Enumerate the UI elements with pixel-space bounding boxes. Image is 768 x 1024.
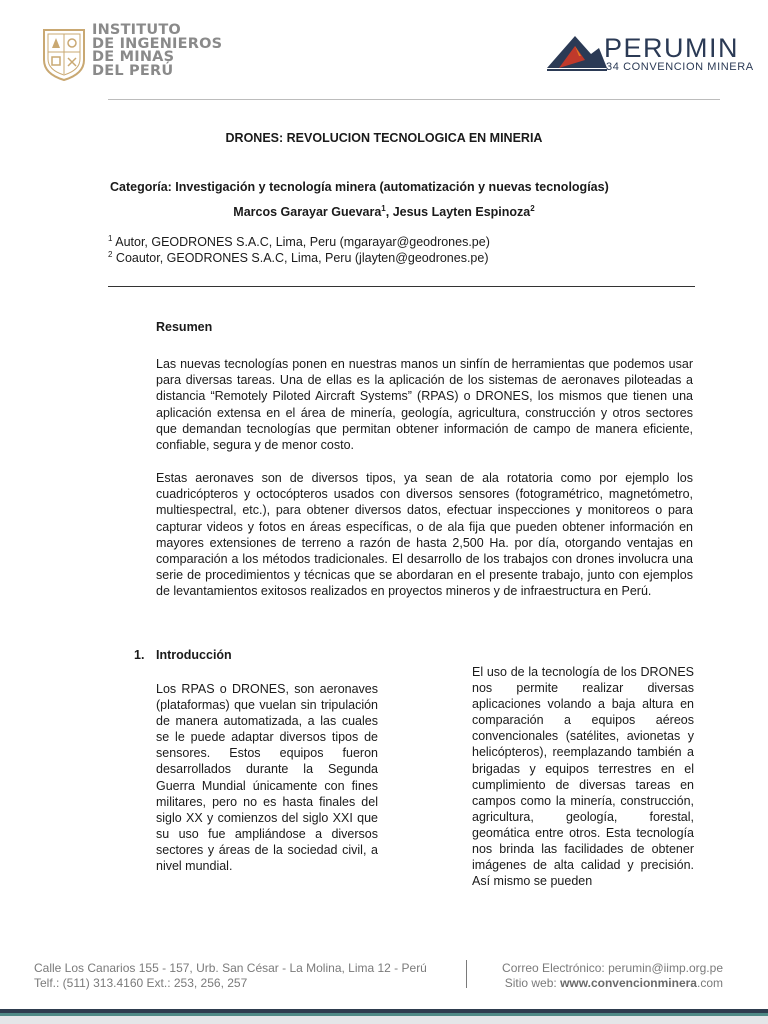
affiliation-2 (108, 251, 489, 265)
author-superscript: 1 (381, 203, 386, 213)
affiliation-superscript: 2 (108, 249, 113, 259)
website-link[interactable]: www.convencionminera (560, 975, 697, 990)
affiliation-text: Coautor, GEODRONES S.A.C, Lima, Peru (jlayten@geodrones.pe) (112, 251, 489, 265)
footer-contact (502, 961, 723, 990)
intro-right-column: El uso de la tecnología de los DRONES nos permite realizar diversas aplicaciones volando a baja altura en comparación a equipos aéreos convencionales (satélites, avionetas y helicópteros), reemplazando también a brigadas y equipos terrestres en el cumplimiento de diversas tareas en campos como la minería, construcción, agricultura, geología, forestal, geomática entre otros. Esta tecnología nos brinda las facilidades de obtener imágenes de alta calidad y precisión. Así mismo se pueden (472, 665, 694, 889)
author-name: , Jesus Layten Espinoza (385, 205, 531, 219)
website-suffix: .com (696, 975, 723, 990)
institute-line: DE INGENIEROS (92, 35, 223, 52)
section-number: 1. (134, 648, 145, 662)
abstract-heading: Resumen (156, 320, 213, 334)
perumin-mountain-logo (545, 32, 609, 72)
iimp-crest-logo (40, 26, 88, 82)
perumin-title: PERUMIN (604, 33, 740, 63)
email-line (502, 961, 723, 976)
institute-line: DE MINAS (92, 49, 175, 65)
paper-title: DRONES: REVOLUCION TECNOLOGICA EN MINERIA (225, 131, 543, 145)
abstract-paragraph: Las nuevas tecnologías ponen en nuestras manos un sinfín de herramientas que podemos usar para diversas tareas. Una de ellas es la aplicación de los sistemas de aeronaves piloteadas a distancia “Remotely Piloted Aircraft Systems” (RPAS) o DRONES, los mismos que tienen una aplicación extensa en el área de minería, geología, agricultura, construcción y otros sectores que demandan tecnologías que permitan obtener información de campo de manera eficiente, confiable, segura y de menor costo. (156, 357, 693, 453)
affiliation-1 (108, 235, 490, 249)
address-line: Calle Los Canarios 155 - 157, Urb. San César - La Molina, Lima 12 - Perú (34, 961, 427, 975)
author-superscript: 2 (530, 203, 535, 213)
institute-line: INSTITUTO (92, 22, 181, 38)
header-divider (108, 99, 720, 100)
footer-address (34, 961, 427, 990)
abstract-paragraph: Estas aeronaves son de diversos tipos, ya sean de ala rotatoria como por ejemplo los cuadricópteros y octocópteros usados con diversos sensores (fotogramétrico, magnetómetro, multiespectral, etc.), para obtener diversos datos, efectuar inspecciones y monitoreos o para capturar videos y fotos en áreas específicas, o de ala fija que pueden obtener información en mayores extensiones de terreno a razón de hasta 2,500 Ha. por día, otorgando ventajas en comparación a los métodos tradicionales. El desarrollo de los trabajos con drones involucra una serie de procedimientos y técnicas que se abordaran en el presente trabajo, junto con ejemplos de levantamientos exitosos realizados en proyectos mineros y de infraestructura en Perú. (156, 471, 693, 599)
phone-line: Telf.: (511) 313.4160 Ext.: 253, 256, 257 (34, 975, 248, 990)
title-divider (108, 286, 695, 287)
email-label: Correo Electrónico: (502, 961, 609, 975)
institute-name (92, 24, 222, 78)
website-label: Sitio web: (504, 975, 561, 990)
perumin-subtitle: 34 CONVENCION MINERA (606, 61, 754, 73)
paper-authors (0, 205, 768, 219)
institute-line: DEL PERÚ (92, 62, 174, 79)
section-title: Introducción (156, 648, 232, 662)
section-heading-introduction (134, 648, 232, 662)
affiliation-text: Autor, GEODRONES S.A.C, Lima, Peru (mgarayar@geodrones.pe) (112, 235, 490, 249)
paper-category: Categoría: Investigación y tecnología minera (automatización y nuevas tecnologías) (110, 180, 609, 194)
footer-divider (466, 960, 467, 988)
footer-bar-grey (0, 1016, 768, 1024)
intro-left-column: Los RPAS o DRONES, son aeronaves (plataformas) que vuelan sin tripulación de manera automatizada, a las cuales se le puede adaptar diversos tipos de sensores. Estos equipos fueron desarrollados durante la Segunda Guerra Mundial únicamente con fines militares, pero no es hasta finales del siglo XX y comienzos del siglo XXI que su uso fue ampliándose a diversos sectores y áreas de la sociedad civil, a nivel mundial. (156, 682, 378, 874)
website-line (502, 976, 723, 991)
author-name: Marcos Garayar Guevara (233, 205, 382, 219)
email-link[interactable]: perumin@iimp.org.pe (608, 961, 723, 975)
affiliation-superscript: 1 (108, 233, 113, 243)
